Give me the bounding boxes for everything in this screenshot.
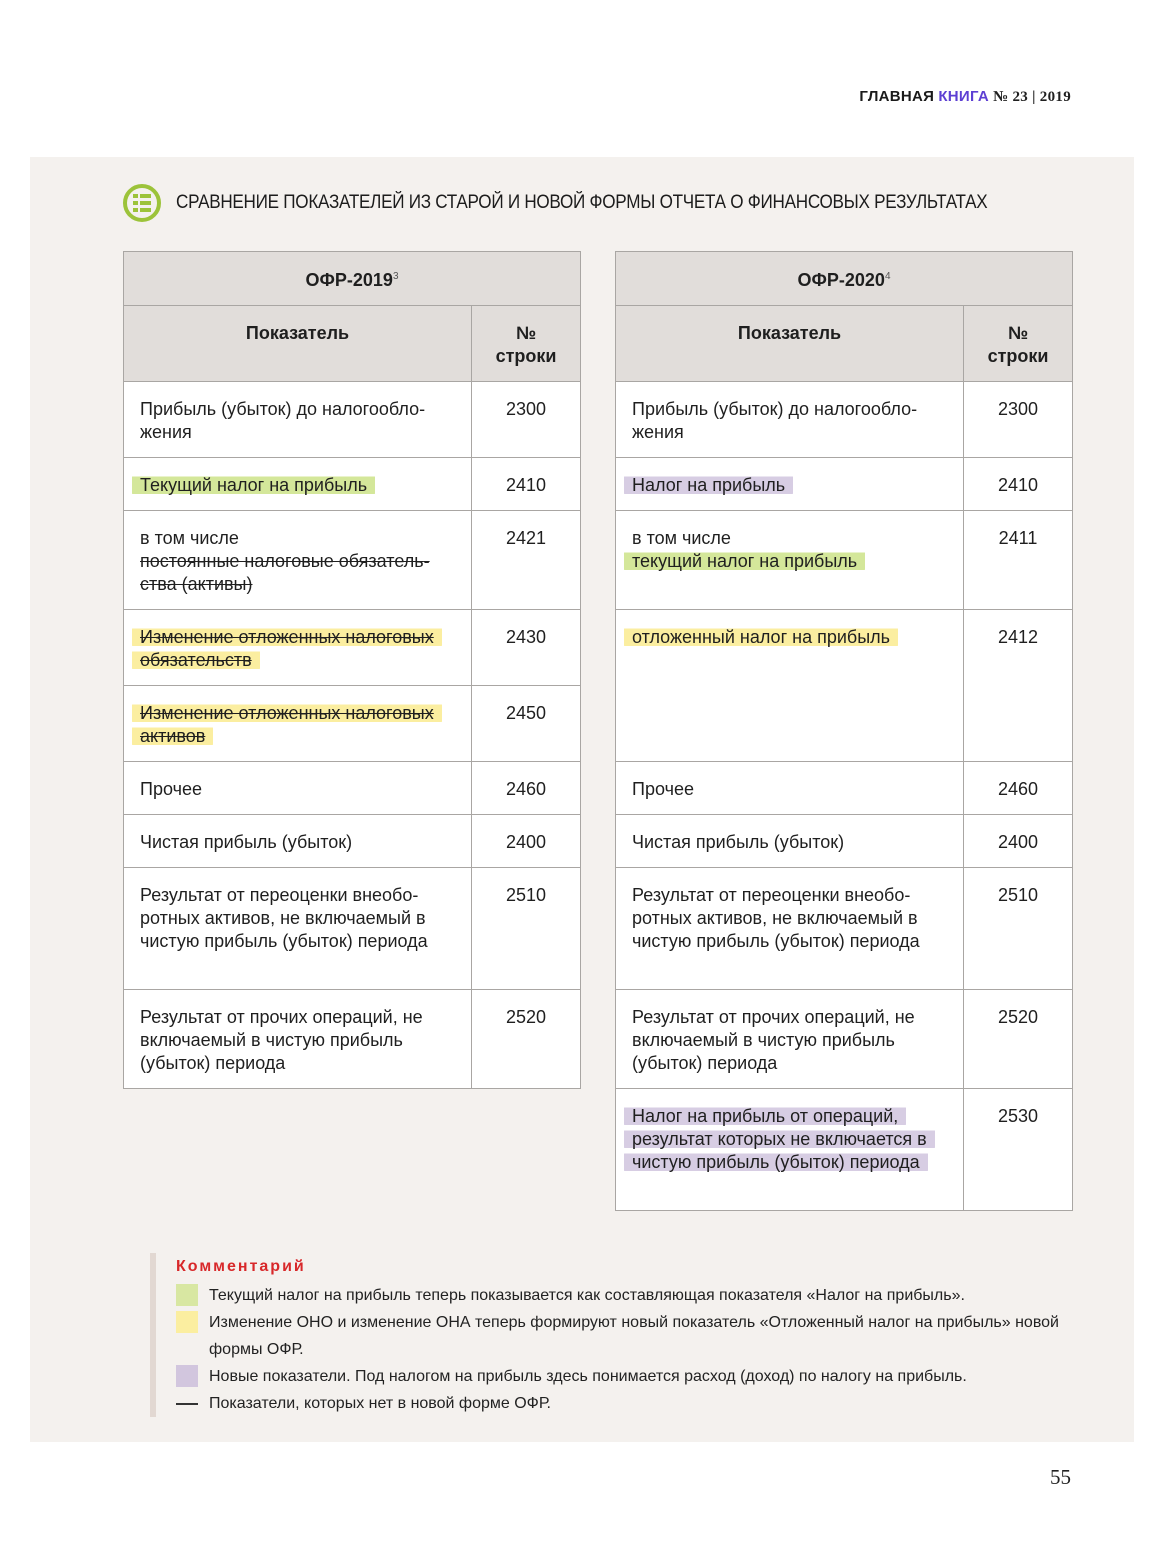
comment-heading: Комментарий xyxy=(176,1258,306,1275)
table-row xyxy=(124,511,581,610)
legend-swatch-purple xyxy=(176,1365,198,1387)
table-ofr-2019 xyxy=(123,251,581,1089)
indicator-text: постоянные налоговые обязательства (активы) xyxy=(140,551,430,594)
row-code: 2421 xyxy=(472,511,581,610)
row-code: 2520 xyxy=(964,990,1073,1089)
legend-item xyxy=(176,1282,1076,1309)
table-row xyxy=(124,868,581,990)
indicator-text: текущий налог на прибыль xyxy=(624,550,865,572)
legend-dash-icon xyxy=(176,1403,198,1405)
table-row xyxy=(616,610,1073,762)
row-code: 2430 xyxy=(472,610,581,686)
indicator-text: Изменение отложенных налоговых обязательств xyxy=(132,626,442,671)
row-code: 2450 xyxy=(472,686,581,762)
indicator-text: Налог на прибыль от операций, результат которых не включается в чистую прибыль (убыток) периода xyxy=(624,1105,935,1173)
legend-swatch-yellow xyxy=(176,1311,198,1333)
table-columns-row xyxy=(124,306,581,382)
indicator-text: Результат от прочих операций, не включаемый в чистую прибыль (убыток) периода xyxy=(140,1007,423,1073)
table-header-row xyxy=(124,252,581,306)
table-row xyxy=(616,382,1073,458)
indicator-text: Результат от прочих операций, не включаемый в чистую прибыль (убыток) периода xyxy=(632,1007,915,1073)
footnote-mark: 4 xyxy=(884,271,891,282)
comparison-panel xyxy=(30,157,1134,1442)
indicator-text: Прочее xyxy=(632,779,694,799)
table-row xyxy=(124,382,581,458)
row-code: 2530 xyxy=(964,1089,1073,1211)
table-row xyxy=(124,815,581,868)
indicator-text: Чистая прибыль (убыток) xyxy=(632,832,845,852)
table-row xyxy=(124,610,581,686)
comment-box xyxy=(150,1253,1076,1417)
legend-text: Текущий налог на прибыль теперь показывается как составляющая показателя «Налог на прибыль». xyxy=(209,1287,965,1304)
table-row xyxy=(124,762,581,815)
table-row xyxy=(124,458,581,511)
row-code: 2460 xyxy=(472,762,581,815)
masthead xyxy=(859,88,1071,106)
row-code: 2300 xyxy=(964,382,1073,458)
column-header-code: № строки xyxy=(472,306,581,382)
masthead-part1: ГЛАВНАЯ xyxy=(859,88,935,105)
row-code: 2410 xyxy=(472,458,581,511)
table-row xyxy=(616,990,1073,1089)
row-code: 2460 xyxy=(964,762,1073,815)
row-code: 2510 xyxy=(472,868,581,990)
table-title-text: ОФР-2019 xyxy=(305,270,393,290)
row-code: 2411 xyxy=(964,511,1073,610)
table-row xyxy=(616,762,1073,815)
indicator-prefix: в том числе xyxy=(140,528,239,548)
table-title xyxy=(616,252,1073,306)
table-header-row xyxy=(616,252,1073,306)
row-code: 2510 xyxy=(964,868,1073,990)
table-title-text: ОФР-2020 xyxy=(797,270,885,290)
indicator-text: Результат от переоценки внеоборотных активов, не включаемый в чистую прибыль (убыток) периода xyxy=(632,885,920,951)
footnote-mark: 3 xyxy=(392,271,399,282)
legend-text: Показатели, которых нет в новой форме ОФР. xyxy=(209,1395,551,1412)
indicator-text: Результат от переоценки внеоборотных активов, не включаемый в чистую прибыль (убыток) периода xyxy=(140,885,428,951)
table-columns-row xyxy=(616,306,1073,382)
legend-text: Новые показатели. Под налогом на прибыль здесь понимается расход (доход) по налогу на прибыль. xyxy=(209,1368,967,1385)
table-row xyxy=(124,990,581,1089)
legend-item xyxy=(176,1309,1076,1363)
indicator-text: Налог на прибыль xyxy=(624,474,793,496)
indicator-text: Прибыль (убыток) до налогообложения xyxy=(632,399,918,442)
table-row xyxy=(616,868,1073,990)
indicator-text: Текущий налог на прибыль xyxy=(132,474,375,496)
table-row xyxy=(616,458,1073,511)
indicator-prefix: в том числе xyxy=(632,528,731,548)
indicator-text: Чистая прибыль (убыток) xyxy=(140,832,353,852)
indicator-text: Прочее xyxy=(140,779,202,799)
column-header-indicator: Показатель xyxy=(616,306,964,382)
table-title xyxy=(124,252,581,306)
row-code: 2400 xyxy=(964,815,1073,868)
row-code: 2300 xyxy=(472,382,581,458)
table-row xyxy=(124,686,581,762)
row-code: 2410 xyxy=(964,458,1073,511)
table-ofr-2020 xyxy=(615,251,1073,1211)
legend-text: Изменение ОНО и изменение ОНА теперь формируют новый показатель «Отложенный налог на прибыль» новой формы ОФР. xyxy=(209,1314,1059,1358)
table-row xyxy=(616,1089,1073,1211)
indicator-text: отложенный налог на прибыль xyxy=(624,626,898,648)
table-list-icon xyxy=(122,183,162,223)
indicator-text: Изменение отложенных налоговых активов xyxy=(132,702,442,747)
column-header-indicator: Показатель xyxy=(124,306,472,382)
page-title: СРАВНЕНИЕ ПОКАЗАТЕЛЕЙ ИЗ СТАРОЙ И НОВОЙ ФОРМЫ ОТЧЕТА О ФИНАНСОВЫХ РЕЗУЛЬТАТАХ xyxy=(176,192,988,213)
masthead-issue: № 23 | 2019 xyxy=(993,89,1071,105)
table-row xyxy=(616,815,1073,868)
legend-item xyxy=(176,1363,1076,1390)
column-header-code: № строки xyxy=(964,306,1073,382)
page-number: 55 xyxy=(1050,1465,1071,1489)
indicator-text: Прибыль (убыток) до налогообложения xyxy=(140,399,426,442)
legend-item xyxy=(176,1390,1076,1417)
masthead-part2: КНИГА xyxy=(938,88,989,105)
row-code: 2400 xyxy=(472,815,581,868)
row-code: 2412 xyxy=(964,610,1073,762)
table-row xyxy=(616,511,1073,610)
row-code: 2520 xyxy=(472,990,581,1089)
legend-swatch-green xyxy=(176,1284,198,1306)
